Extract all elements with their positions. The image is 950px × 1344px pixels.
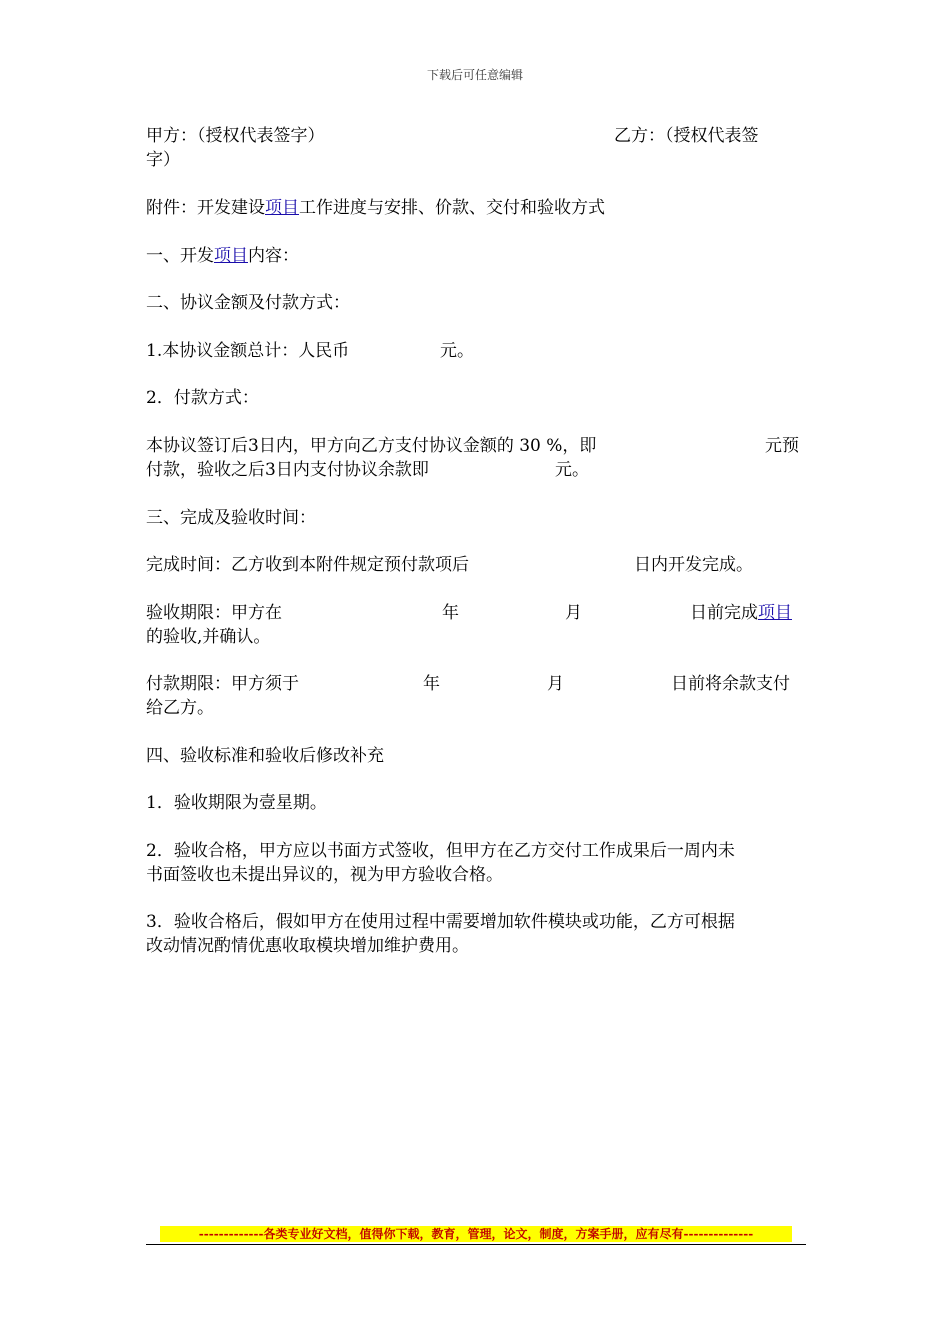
payment-terms-line1: 本协议签订后3日内，甲方向乙方支付协议金额的 30 %，即 <box>146 436 597 456</box>
header-note: 下载后可任意编辑 <box>426 68 523 82</box>
acceptance-day <box>690 601 792 625</box>
project-link[interactable]: 项目 <box>214 246 248 266</box>
acceptance-year: 年 <box>442 603 459 623</box>
attachment-prefix: 附件：开发建设 <box>146 198 265 218</box>
project-link[interactable]: 项目 <box>758 603 792 623</box>
attachment-title <box>146 196 605 220</box>
section1-heading <box>146 244 299 268</box>
section4-item3-line1: 3．验收合格后，假如甲方在使用过程中需要增加软件模块或功能，乙方可根据 <box>146 912 735 932</box>
payment-line2: 给乙方。 <box>146 698 214 718</box>
completion-time: 完成时间：乙方收到本附件规定预付款项后 <box>146 555 469 575</box>
acceptance-line2: 的验收,并确认。 <box>146 627 271 647</box>
footer-banner: -------------各类专业好文档，值得你下载，教育，管理，论文，制度，方案手册，应有尽有-------------- <box>160 1226 792 1242</box>
completion-time-end: 日内开发完成。 <box>634 555 753 575</box>
section4-item2-line1: 2．验收合格，甲方应以书面方式签收，但甲方在乙方交付工作成果后一周内未 <box>146 841 735 861</box>
footer-divider <box>146 1244 806 1245</box>
project-link[interactable]: 项目 <box>265 198 299 218</box>
acceptance-day-text: 日前完成 <box>690 603 758 623</box>
payment-terms-line1-end: 元预 <box>765 436 799 456</box>
payment-terms-line2: 付款，验收之后3日内支付协议余款即 <box>146 460 429 480</box>
section1-suffix: 内容： <box>248 246 299 266</box>
section2-heading: 二、协议金额及付款方式： <box>146 293 350 313</box>
party-b-signature-line1: 乙方：（授权代表签 <box>614 126 759 146</box>
section4-heading: 四、验收标准和验收后修改补充 <box>146 746 384 766</box>
agreement-amount-label: 1.本协议金额总计：人民币 <box>146 341 350 361</box>
payment-year: 年 <box>423 674 440 694</box>
section1-prefix: 一、开发 <box>146 246 214 266</box>
attachment-suffix: 工作进度与安排、价款、交付和验收方式 <box>299 198 605 218</box>
section4-item3-line2: 改动情况酌情优惠收取模块增加维护费用。 <box>146 936 469 956</box>
acceptance-month: 月 <box>565 603 582 623</box>
payment-month: 月 <box>547 674 564 694</box>
section3-heading: 三、完成及验收时间： <box>146 508 316 528</box>
section4-item2-line2: 书面签收也未提出异议的，视为甲方验收合格。 <box>146 865 503 885</box>
party-b-signature-line2: 字） <box>146 150 180 170</box>
section4-item1: 1．验收期限为壹星期。 <box>146 793 327 813</box>
agreement-amount-unit: 元。 <box>440 341 474 361</box>
payment-method-heading: 2．付款方式： <box>146 388 259 408</box>
acceptance-deadline-label: 验收期限：甲方在 <box>146 603 282 623</box>
party-a-signature: 甲方：（授权代表签字） <box>146 126 325 146</box>
payment-day: 日前将余款支付 <box>671 674 790 694</box>
payment-terms-line2-end: 元。 <box>555 460 589 480</box>
payment-deadline-label: 付款期限：甲方须于 <box>146 674 299 694</box>
